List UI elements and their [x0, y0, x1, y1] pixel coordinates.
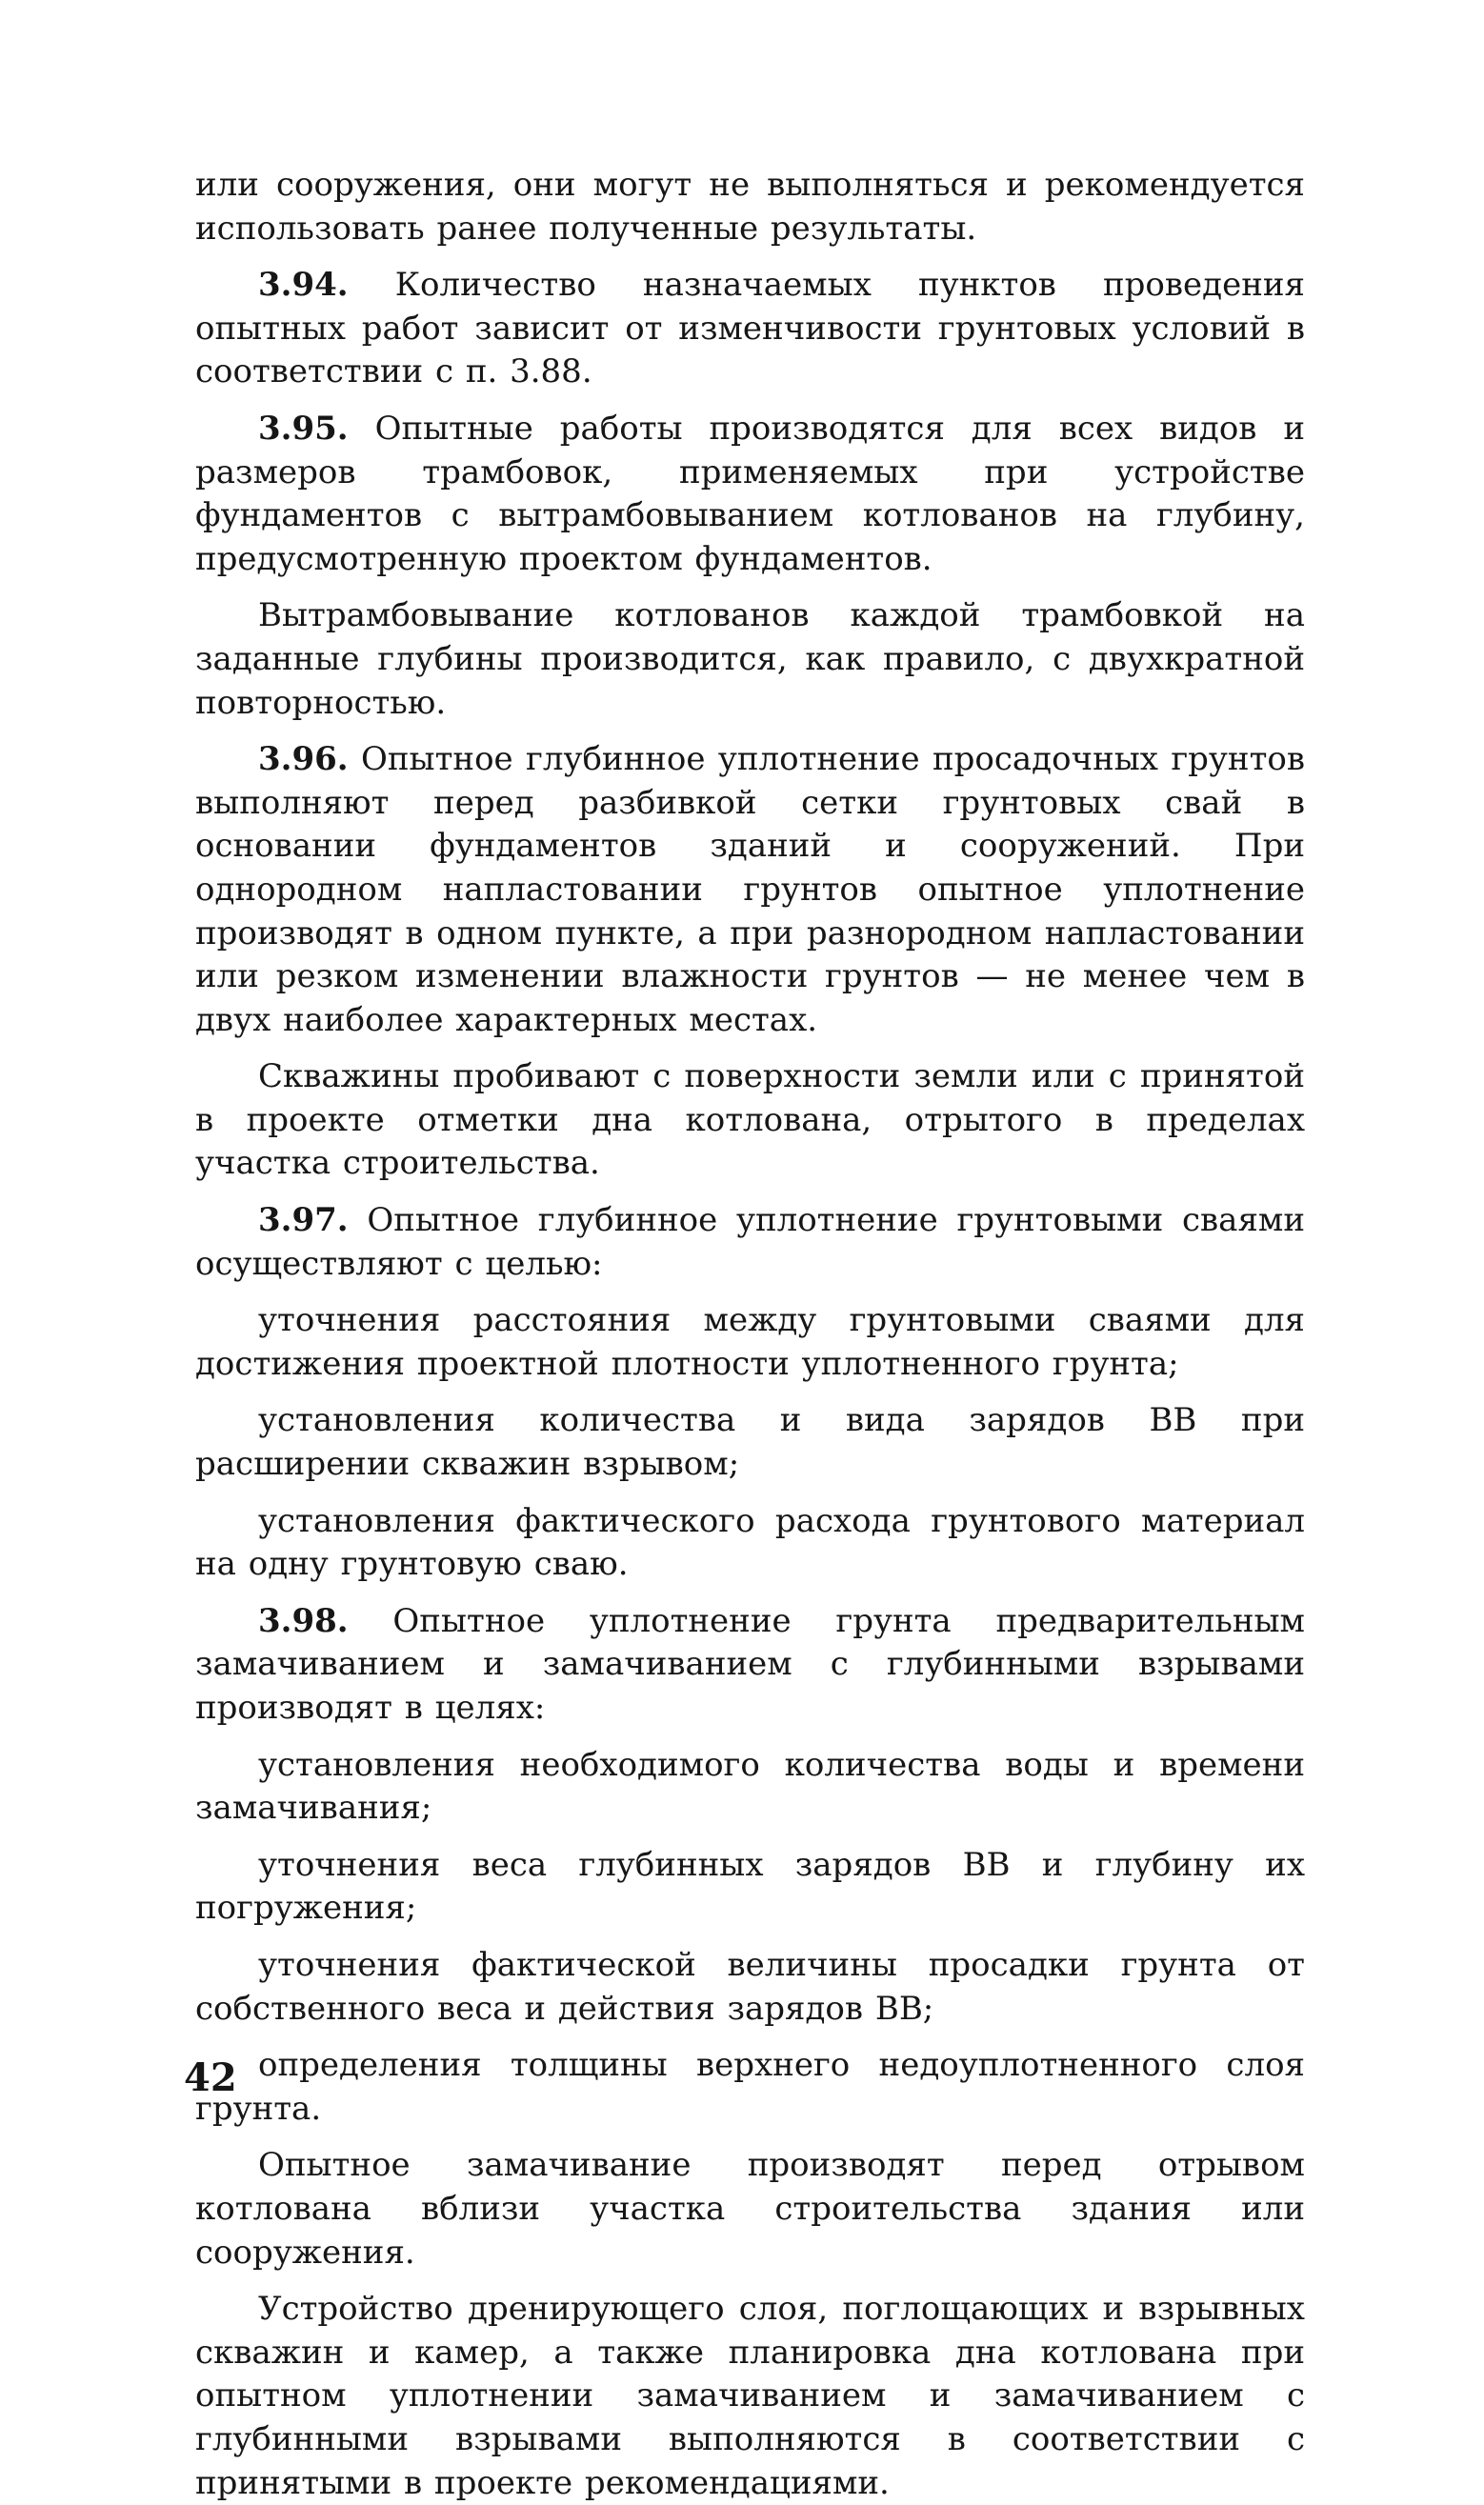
list-item-charge-weight	[195, 1844, 1305, 1931]
paragraph-3-95	[195, 408, 1305, 581]
paragraph-3-94	[195, 264, 1305, 394]
paragraph-text: Опытные работы производятся для всех видов и размеров трамбовок, применяемых при устройстве фундаментов с вытрамбовыванием котлованов на глубину, предусмотренную проектом фундаментов.	[195, 409, 1306, 578]
paragraph-continuation	[195, 164, 1305, 250]
list-item-text: уточнения расстояния между грунтовыми сваями для достижения проектной плотности уплотненного грунта;	[195, 1301, 1305, 1383]
paragraph-wells	[195, 1055, 1305, 1186]
list-item-text: уточнения фактической величины просадки грунта от собственного веса и действия зарядов ВВ;	[195, 1945, 1305, 2028]
list-item-subsidence	[195, 1944, 1305, 2031]
paragraph-text: Опытное замачивание производят перед отрывом котлована вблизи участка строительства здания или сооружения.	[195, 2146, 1305, 2272]
paragraph-3-96	[195, 738, 1305, 1042]
clause-number: 3.94.	[258, 266, 349, 305]
page-number: 42	[184, 2055, 237, 2100]
clause-number: 3.97.	[258, 1201, 349, 1240]
list-item-water	[195, 1744, 1305, 1831]
paragraph-tamping-repetition	[195, 594, 1305, 725]
paragraph-3-98	[195, 1600, 1305, 1731]
paragraph-soaking	[195, 2144, 1305, 2275]
list-item-distance	[195, 1299, 1305, 1386]
paragraph-drainage	[195, 2288, 1305, 2505]
body-text	[195, 164, 1305, 2505]
paragraph-text: Устройство дренирующего слоя, поглощающих и взрывных скважин и камер, а также планировка дна котлована при опытном уплотнении замачиванием и замачиванием с глубинными взрывами выполняются в соответствии с принятыми в проекте рекомендациями.	[195, 2290, 1305, 2502]
list-item-charges	[195, 1399, 1305, 1486]
paragraph-text: Опытное глубинное уплотнение грунтовыми сваями осуществляют с целью:	[195, 1201, 1306, 1283]
clause-number: 3.98.	[258, 1601, 349, 1640]
list-item-text: уточнения веса глубинных зарядов ВВ и глубину их погружения;	[195, 1845, 1305, 1928]
paragraph-text: Количество назначаемых пунктов проведения опытных работ зависит от изменчивости грунтовых условий в соответствии с п. 3.88.	[195, 266, 1305, 391]
list-item-text: установления количества и вида зарядов ВВ при расширении скважин взрывом;	[195, 1401, 1305, 1484]
paragraph-text: Опытное уплотнение грунта предварительным замачиванием и замачиванием с глубинными взрывами производят в целях:	[195, 1601, 1305, 1727]
list-item-text: установления фактического расхода грунтового материал на одну грунтовую сваю.	[195, 1501, 1305, 1584]
list-item-text: определения толщины верхнего недоуплотненного слоя грунта.	[195, 2046, 1305, 2128]
paragraph-text: или сооружения, они могут не выполняться и рекомендуется использовать ранее полученные результаты.	[195, 166, 1305, 248]
list-item-material	[195, 1500, 1305, 1587]
clause-number: 3.95.	[258, 409, 349, 448]
paragraph-text: Опытное глубинное уплотнение просадочных грунтов выполняют перед разбивкой сетки грунтовых свай в основании фундаментов зданий и сооружений. При однородном напластовании грунтов опытное уплотнение производят в одном пункте, а при разнородном напластовании или резком изменении влажности грунтов — не менее чем в двух наиболее характерных местах.	[195, 740, 1305, 1039]
paragraph-3-97	[195, 1199, 1305, 1286]
paragraph-text: Вытрамбовывание котлованов каждой трамбовкой на заданные глубины производится, как правило, с двухкратной повторностью.	[195, 596, 1305, 722]
paragraph-text: Скважины пробивают с поверхности земли или с принятой в проекте отметки дна котлована, отрытого в пределах участка строительства.	[195, 1057, 1305, 1183]
clause-number: 3.96.	[258, 740, 349, 779]
list-item-layer	[195, 2044, 1305, 2131]
list-item-text: установления необходимого количества воды и времени замачивания;	[195, 1745, 1305, 1828]
